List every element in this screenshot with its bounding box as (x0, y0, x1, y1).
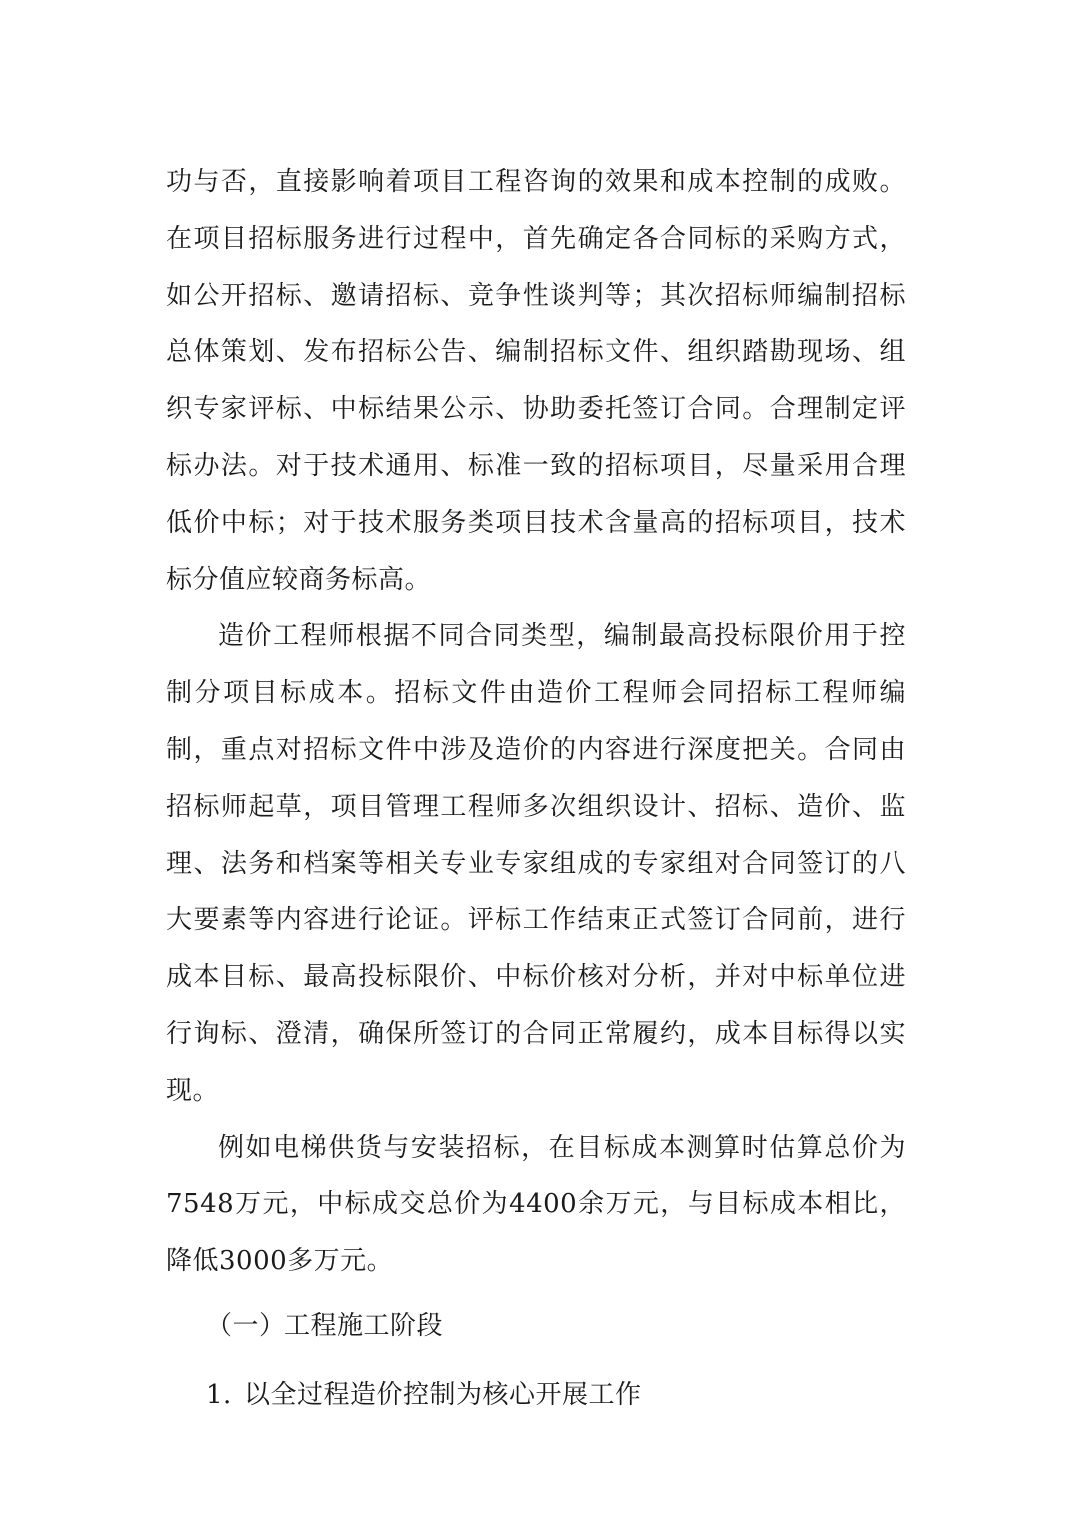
sub-heading (166, 1367, 906, 1424)
section-heading-title: 工程施工阶段 (284, 1310, 444, 1341)
sub-heading-title: 以全过程造价控制为核心开展工作 (244, 1379, 642, 1410)
sub-heading-number: 1. (206, 1379, 232, 1410)
section-heading-number: （一） (206, 1310, 286, 1341)
body-paragraph-2: 造价工程师根据不同合同类型，编制最高投标限价用于控制分项目标成本。招标文件由造价工程师会同招标工程师编制，重点对招标文件中涉及造价的内容进行深度把关。合同由招标师起草，项目管理工程师多次组织设计、招标、造价、监理、法务和档案等相关专业专家组成的专家组对合同签订的八大要素等内容进行论证。评标工作结束正式签订合同前，进行成本目标、最高投标限价、中标价核对分析，并对中标单位进行询标、澄清，确保所签订的合同正常履约，成本目标得以实现。 (166, 621, 906, 1106)
section-heading (166, 1298, 906, 1355)
document-page (166, 154, 906, 1424)
body-paragraph-1: 功与否，直接影响着项目工程咨询的效果和成本控制的成败。在项目招标服务进行过程中，首先确定各合同标的采购方式，如公开招标、邀请招标、竞争性谈判等；其次招标师编制招标总体策划、发布招标公告、编制招标文件、组织踏勘现场、组织专家评标、中标结果公示、协助委托签订合同。合理制定评标办法。对于技术通用、标准一致的招标项目，尽量采用合理低价中标；对于技术服务类项目技术含量高的招标项目，技术标分值应较商务标高。 (166, 167, 906, 595)
body-paragraph-3: 例如电梯供货与安装招标，在目标成本测算时估算总价为7548万元，中标成交总价为4400余万元，与目标成本相比，降低3000多万元。 (166, 1132, 906, 1277)
